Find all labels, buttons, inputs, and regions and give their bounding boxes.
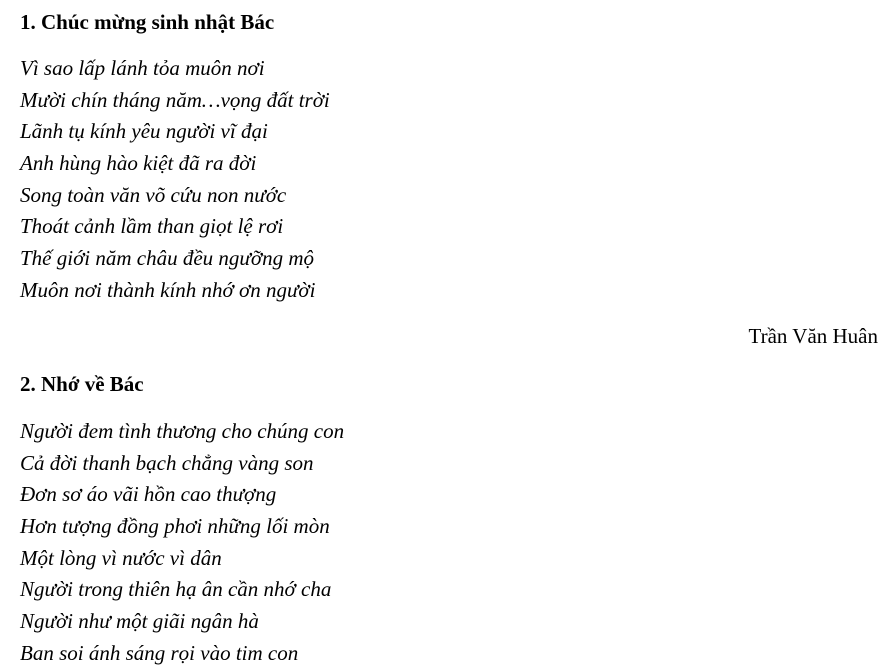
poem-line: Người như một giãi ngân hà: [20, 609, 259, 634]
poem-line: Vì sao lấp lánh tỏa muôn nơi: [20, 56, 265, 80]
poem-line: Đơn sơ áo vãi hồn cao thượng: [20, 482, 277, 507]
poem-line: Hơn tượng đồng phơi những lối mòn: [20, 514, 330, 539]
poem-line: Ban soi ánh sáng rọi vào tim con: [20, 640, 299, 665]
poem-1-author: Trần Văn Huân: [748, 324, 878, 348]
poem-line: Người đem tình thương cho chúng con: [20, 419, 345, 443]
poem-line: Thoát cảnh lầm than giọt lệ rơi: [20, 214, 284, 239]
poem-1-title: 1. Chúc mừng sinh nhật Bác: [20, 10, 275, 34]
poem-line: Muôn nơi thành kính nhớ ơn người: [20, 277, 316, 302]
poem-line: Anh hùng hào kiệt đã ra đời: [20, 151, 257, 176]
poem-2-title: 2. Nhớ về Bác: [20, 372, 144, 396]
poem-line: Lãnh tụ kính yêu người vĩ đại: [20, 119, 268, 144]
poem-line: Song toàn văn võ cứu non nước: [20, 182, 287, 207]
poem-line: Mười chín tháng năm…vọng đất trời: [20, 87, 330, 112]
poem-line: Thế giới năm châu đều ngưỡng mộ: [20, 246, 315, 271]
poem-1-verse: [20, 53, 330, 307]
poem-line: Một lòng vì nước vì dân: [20, 545, 222, 570]
poem-line: Cả đời thanh bạch chẳng vàng son: [20, 450, 314, 475]
poem-line: Người trong thiên hạ ân cần nhớ cha: [20, 577, 332, 602]
poem-2-verse: [20, 416, 344, 670]
